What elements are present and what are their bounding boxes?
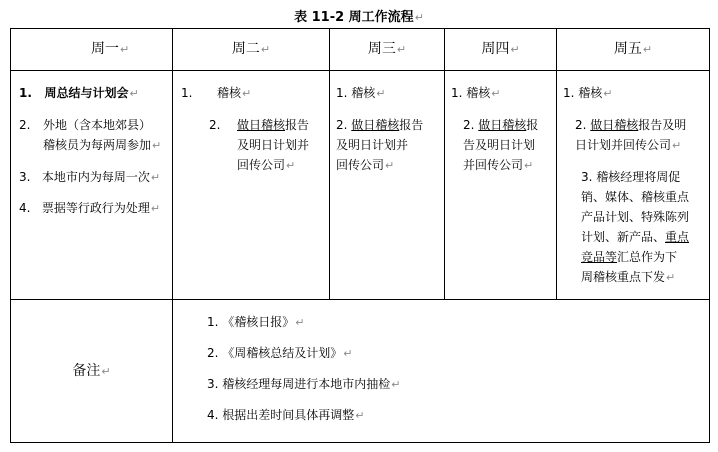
header-wednesday: 周三↵	[330, 29, 445, 71]
tasks-row	[11, 71, 710, 300]
friday-item-1: 1. 稽核↵	[563, 86, 613, 100]
friday-item-2-line1: 2. 做日稽核报告及明	[575, 118, 687, 132]
monday-item-2-line1: 外地（含本地郊县）	[43, 118, 152, 132]
header-row	[11, 29, 710, 71]
thursday-cell	[445, 71, 557, 300]
monday-item-3: 3. 本地市内为每周一次↵	[19, 170, 161, 184]
thursday-item-1: 1. 稽核↵	[451, 86, 501, 100]
header-tuesday: 周二↵	[173, 29, 330, 71]
wednesday-item-1: 1. 稽核↵	[336, 86, 386, 100]
monday-item-2-num: 2.	[19, 118, 31, 132]
friday-item-2-line2: 日计划并回传公司↵	[575, 138, 682, 152]
notes-row	[11, 300, 710, 443]
monday-item-2-line2: 稽核员为每两周参加↵	[43, 138, 162, 152]
note-item-2: 2. 《周稽核总结及计划》↵	[207, 346, 353, 360]
wednesday-item-2-line3: 回传公司↵	[336, 158, 395, 172]
tuesday-item-2-line3: 回传公司↵	[237, 158, 296, 172]
friday-item-3-line2: 销、媒体、稽核重点	[581, 190, 690, 204]
weekly-workflow-table	[10, 28, 710, 443]
friday-item-3-line6: 周稽核重点下发↵	[581, 270, 676, 284]
friday-cell	[557, 71, 710, 300]
thursday-item-2-line1: 2. 做日稽核报	[463, 118, 539, 132]
notes-label: 备注↵	[11, 300, 173, 443]
monday-item-1: 1. 周总结与计划会↵	[19, 86, 139, 100]
friday-item-3-line1: 3. 稽核经理将周促	[581, 170, 681, 184]
tuesday-item-1: 稽核↵	[217, 86, 252, 100]
note-item-3: 3. 稽核经理每周进行本地市内抽检↵	[207, 377, 401, 391]
tuesday-item-2-num: 2.	[209, 118, 221, 132]
note-item-1: 1. 《稽核日报》↵	[207, 315, 305, 329]
monday-item-4: 4. 票据等行政行为处理↵	[19, 201, 161, 215]
thursday-item-2-line3: 并回传公司↵	[463, 158, 534, 172]
friday-item-3-line4: 计划、新产品、重点	[581, 230, 690, 244]
tuesday-item-2-line2: 及明日计划并	[237, 138, 310, 152]
tuesday-item-2-line1: 做日稽核报告	[237, 118, 310, 132]
note-item-4: 4. 根据出差时间具体再调整↵	[207, 408, 365, 422]
header-monday: 周一↵	[11, 29, 173, 71]
monday-cell	[11, 71, 173, 300]
table-title: 表 11-2 周工作流程↵	[294, 10, 424, 25]
tuesday-item-1-num: 1.	[181, 86, 193, 100]
wednesday-item-2-line2: 及明日计划并	[336, 138, 409, 152]
friday-item-3-line3: 产品计划、特殊陈列	[581, 210, 690, 224]
notes-cell	[173, 300, 710, 443]
wednesday-cell	[330, 71, 445, 300]
header-thursday: 周四↵	[445, 29, 557, 71]
friday-item-3-line5: 竞品等汇总作为下	[581, 250, 678, 264]
tuesday-cell	[173, 71, 330, 300]
header-friday: 周五↵	[557, 29, 710, 71]
wednesday-item-2-line1: 2. 做日稽核报告	[336, 118, 424, 132]
thursday-item-2-line2: 告及明日计划	[463, 138, 536, 152]
